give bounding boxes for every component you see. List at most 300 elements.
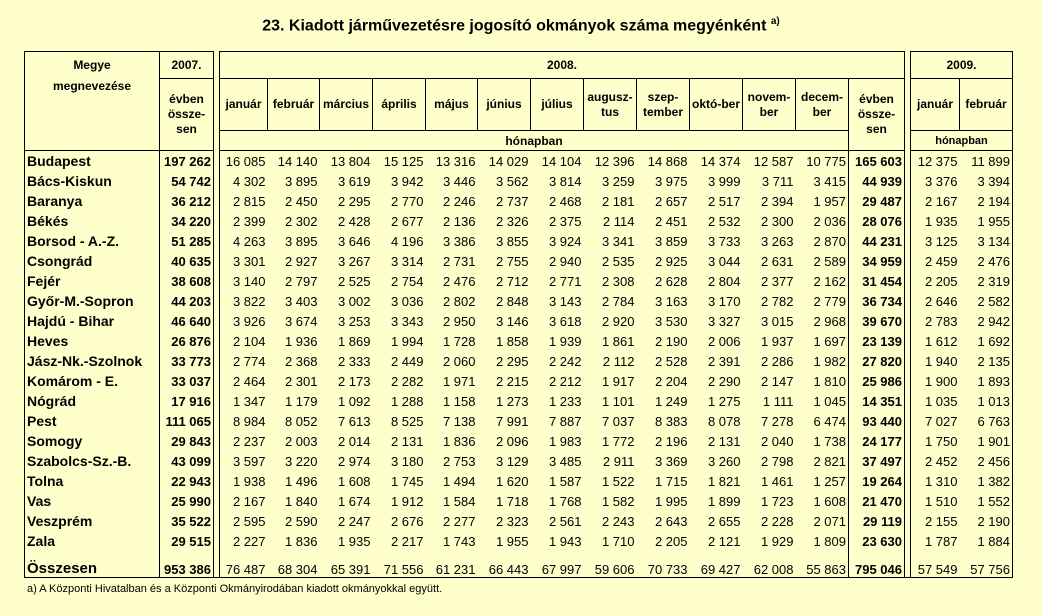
month-2008-cell: 2 237 [220,431,268,451]
annual-total-2007-header: évben össze-sen [160,79,214,151]
county-name-cell: Heves [25,331,160,351]
total-2007-cell: 51 285 [160,231,214,251]
month-2008-cell: 1 347 [220,391,268,411]
month-2008-cell: 2 528 [654,353,688,369]
month-2008-cell: 1 233 [548,393,582,409]
license-table [24,51,1013,578]
month-2009-cell: 2 194 [960,191,1013,211]
month-2009-cell: 2 205 [911,271,960,291]
county-name-cell: Borsod - A.-Z. [25,231,160,251]
total-2008-cell: 165 603 [849,151,905,172]
month-2008-cell: 2 655 [707,513,741,529]
month-2008-cell: 66 443 [478,551,531,578]
month-header: április [373,79,426,131]
month-2009-cell: 2 942 [960,311,1013,331]
total-2008-cell: 27 820 [849,351,905,371]
month-2008-cell: 2 804 [707,273,741,289]
month-2008-cell: 1 982 [813,353,846,369]
month-2008-cell: 16 085 [220,151,268,172]
month-2008-cell: 3 619 [337,173,371,189]
month-2008-cell: 3 044 [707,253,741,269]
month-2008-cell: 1 929 [760,533,794,549]
month-2008-cell: 2 190 [654,333,688,349]
month-2008-cell: 1 674 [337,493,371,509]
table-title [0,16,1042,35]
month-2008-cell: 3 733 [707,233,741,249]
county-name-cell: Szabolcs-Sz.-B. [25,451,160,471]
month-2008-cell: 8 078 [707,413,741,429]
month-2008-cell: 3 163 [654,293,688,309]
month-2009-cell: 2 167 [911,191,960,211]
month-2008-cell: 3 143 [548,293,582,309]
total-2007-cell: 29 515 [160,531,214,551]
month-2008-cell: 2 114 [602,213,635,229]
month-2008-cell: 68 304 [268,551,320,578]
month-2008-cell: 2 036 [813,213,846,229]
total-2008-cell: 21 470 [849,491,905,511]
month-2008-cell: 2 247 [337,513,371,529]
month-2009-cell: 1 787 [911,531,960,551]
month-2008-cell: 2 628 [654,273,688,289]
table-row [25,231,1013,251]
month-2008-cell: 2 167 [220,491,268,511]
month-2008-cell: 7 278 [760,413,794,429]
total-2008-cell: 44 939 [849,171,905,191]
month-2008-cell: 3 259 [601,173,635,189]
month-2008-cell: 3 485 [548,453,582,469]
month-2008-cell: 2 927 [284,253,318,269]
total-2007-cell: 35 522 [160,511,214,531]
month-2008-cell: 1 697 [813,333,846,349]
month-header: június [478,79,531,131]
month-2008-cell: 2 950 [442,313,476,329]
month-2008-cell: 1 745 [390,473,424,489]
month-2009-cell: 2 582 [960,291,1013,311]
month-2008-cell: 1 092 [337,393,371,409]
total-2008-cell: 29 119 [849,511,905,531]
month-header: július [531,79,584,131]
month-2008-cell: 1 936 [284,333,318,349]
county-name-cell: Csongrád [25,251,160,271]
total-2008-cell: 39 670 [849,311,905,331]
month-2008-cell: 1 938 [220,471,268,491]
month-2008-cell: 3 618 [548,313,582,329]
month-2008-cell: 3 263 [760,233,794,249]
month-2008-cell: 1 494 [442,473,476,489]
month-2008-cell: 1 995 [654,493,688,509]
month-2009-cell: 1 310 [911,471,960,491]
month-2008-cell: 2 212 [548,373,582,389]
month-2009-cell: 2 459 [911,251,960,271]
total-2007-cell: 22 943 [160,471,214,491]
month-2008-cell: 7 613 [337,413,371,429]
total-2007-cell: 46 640 [160,311,214,331]
month-2008-cell: 3 814 [548,173,582,189]
month-2008-cell: 3 926 [220,311,268,331]
month-2008-cell: 2 205 [654,533,688,549]
month-2008-cell: 2 399 [220,211,268,231]
month-2009-cell: 2 319 [960,271,1013,291]
month-2008-cell: 3 170 [707,293,741,309]
total-2008-cell: 44 231 [849,231,905,251]
month-header: március [320,79,373,131]
month-2008-cell: 1 620 [495,473,529,489]
month-2008-cell: 2 821 [813,453,846,469]
total-2007-cell: 54 742 [160,171,214,191]
month-2009-cell: 2 452 [911,451,960,471]
month-2008-cell: 70 733 [637,551,690,578]
total-2007-cell: 26 876 [160,331,214,351]
month-2008-cell: 14 029 [488,153,529,169]
total-2008-cell: 25 986 [849,371,905,391]
county-name-cell: Vas [25,491,160,511]
month-2008-cell: 2 181 [601,193,635,209]
month-2008-cell: 3 253 [337,313,371,329]
month-2008-cell: 3 301 [220,251,268,271]
month-2008-cell: 2 848 [495,293,529,309]
table-row [25,451,1013,471]
month-2008-cell: 2 731 [442,253,476,269]
month-2008-cell: 2 173 [337,373,371,389]
month-2008-cell: 15 125 [383,153,424,169]
month-2008-cell: 1 821 [707,473,741,489]
month-2008-cell: 2 326 [495,213,529,229]
month-2009-cell: 2 646 [911,291,960,311]
month-2008-cell: 1 836 [442,433,476,449]
month-2008-cell: 2 643 [654,513,688,529]
month-2008-cell: 3 343 [390,313,424,329]
table-row [25,351,1013,371]
month-2008-cell: 2 162 [813,273,846,289]
month-2008-cell: 3 855 [495,233,529,249]
month-2008-cell: 2 595 [220,511,268,531]
month-2008-cell: 2 468 [548,193,582,209]
month-2009-cell: 57 756 [960,551,1013,578]
month-2008-cell: 2 246 [442,193,476,209]
table-row [25,491,1013,511]
month-2008-cell: 2 464 [220,371,268,391]
county-name-cell: Zala [25,531,160,551]
month-2008-cell: 2 375 [548,213,582,229]
month-2008-cell: 3 859 [654,233,688,249]
month-header: szep-tember [637,79,690,131]
total-2007-cell: 29 843 [160,431,214,451]
month-2008-cell: 1 273 [495,393,529,409]
month-2008-cell: 3 002 [337,293,371,309]
month-2008-cell: 3 674 [284,313,318,329]
month-2008-cell: 2 784 [601,293,635,309]
month-2008-cell: 2 323 [495,513,529,529]
month-2008-cell: 7 138 [442,413,476,429]
month-2008-cell: 3 341 [601,233,635,249]
total-2007-cell: 36 212 [160,191,214,211]
month-2008-cell: 2 449 [390,353,424,369]
month-2008-cell: 2 532 [707,213,741,229]
table-row [25,151,1013,172]
total-2008-cell: 19 264 [849,471,905,491]
month-2008-cell: 10 775 [806,153,846,169]
table-row [25,331,1013,351]
month-2008-cell: 1 738 [813,433,846,449]
table-row [25,531,1013,551]
month-2008-cell: 2 920 [601,313,635,329]
month-2008-cell: 2 040 [760,433,794,449]
month-header: január [220,79,268,131]
month-2008-cell: 1 288 [390,393,424,409]
month-2008-cell: 2 755 [495,253,529,269]
month-2009-cell: 1 900 [911,371,960,391]
total-2008-cell: 28 076 [849,211,905,231]
table-row [25,271,1013,291]
month-2008-cell: 1 810 [813,373,846,389]
month-2008-cell: 1 101 [601,393,635,409]
month-2008-cell: 1 158 [442,393,476,409]
month-2008-cell: 2 525 [337,273,371,289]
month-2008-cell: 1 718 [495,493,529,509]
month-2008-cell: 3 369 [654,453,688,469]
month-header: február [268,79,320,131]
month-2008-cell: 8 052 [284,413,318,429]
month-2008-cell: 1 983 [548,433,582,449]
month-2009-cell: 11 899 [960,151,1013,172]
month-2008-cell: 1 728 [442,333,476,349]
month-header: októ-ber [690,79,743,131]
month-header: január [911,79,960,131]
month-2008-cell: 1 917 [601,373,635,389]
table-row [25,371,1013,391]
month-2008-cell: 2 870 [813,233,846,249]
month-2008-cell: 1 869 [337,333,371,349]
month-2009-cell: 1 955 [960,211,1013,231]
month-2008-cell: 67 997 [531,551,584,578]
month-2009-cell: 2 155 [911,511,960,531]
month-2008-cell: 1 994 [390,333,424,349]
month-2008-cell: 2 771 [548,273,582,289]
month-2009-cell: 2 476 [960,251,1013,271]
total-2007-cell: 197 262 [160,151,214,172]
month-2009-cell: 57 549 [911,551,960,578]
county-name-cell: Veszprém [25,511,160,531]
total-2007-cell: 40 635 [160,251,214,271]
month-2009-cell: 1 013 [960,391,1013,411]
month-2008-cell: 2 754 [390,273,424,289]
month-2008-cell: 2 071 [813,513,846,529]
month-2008-cell: 2 676 [390,513,424,529]
month-2008-cell: 2 131 [390,433,424,449]
month-header: decem-ber [796,79,849,131]
county-name-cell: Tolna [25,471,160,491]
month-header: augusz-tus [584,79,637,131]
month-2008-cell: 2 096 [495,433,529,449]
month-2008-cell: 1 249 [654,393,688,409]
month-header: novem-ber [743,79,796,131]
month-2008-cell: 2 290 [707,373,741,389]
month-2008-cell: 2 006 [707,333,741,349]
month-2008-cell: 55 863 [796,551,849,578]
month-2008-cell: 12 587 [753,153,794,169]
month-2008-cell: 2 657 [654,193,688,209]
annual-total-2008-header: évben össze-sen [849,79,905,151]
county-header-line2: megnevezése [52,79,132,93]
month-2008-cell: 71 556 [373,551,426,578]
county-name-cell: Összesen [25,551,160,578]
month-2008-cell: 1 971 [442,373,476,389]
month-2008-cell: 3 220 [284,453,318,469]
month-2008-cell: 2 295 [337,193,371,209]
county-name-cell: Jász-Nk.-Szolnok [25,351,160,371]
month-2008-cell: 1 836 [284,533,318,549]
month-2008-cell: 3 140 [220,271,268,291]
month-2008-cell: 2 391 [707,353,741,369]
table-row [25,171,1013,191]
month-2008-cell: 3 146 [495,313,529,329]
month-2008-cell: 1 743 [442,533,476,549]
total-2007-cell: 38 608 [160,271,214,291]
month-2008-cell: 2 450 [284,193,318,209]
month-header: február [960,79,1013,131]
month-2009-cell: 2 456 [960,451,1013,471]
month-2008-cell: 1 937 [760,333,794,349]
month-2009-cell: 1 692 [960,331,1013,351]
month-2008-cell: 3 327 [707,313,741,329]
month-2008-cell: 1 257 [813,473,846,489]
month-2009-cell: 1 884 [960,531,1013,551]
month-2008-cell: 1 912 [390,493,424,509]
month-2008-cell: 1 957 [813,193,846,209]
total-2007-cell: 43 099 [160,451,214,471]
month-2008-cell: 3 267 [337,253,371,269]
year-2007-header: 2007. [160,52,214,79]
month-2008-cell: 2 802 [442,293,476,309]
month-2008-cell: 2 517 [707,193,741,209]
month-2009-cell: 12 375 [911,151,960,172]
total-2008-cell: 14 351 [849,391,905,411]
month-2008-cell: 1 496 [284,473,318,489]
county-name-cell: Győr-M.-Sopron [25,291,160,311]
county-name-cell: Baranya [25,191,160,211]
month-2008-cell: 3 403 [284,293,318,309]
month-2008-cell: 3 386 [442,233,476,249]
month-2009-cell: 2 135 [960,351,1013,371]
month-2008-cell: 2 451 [654,213,688,229]
month-2008-cell: 14 104 [541,153,582,169]
month-2008-cell: 1 608 [813,493,846,509]
month-2008-cell: 2 242 [548,353,582,369]
title-footnote-marker: a) [770,16,780,27]
month-2008-cell: 4 263 [220,231,268,251]
month-2008-cell: 2 286 [760,353,794,369]
county-name-cell: Bács-Kiskun [25,171,160,191]
month-2008-cell: 3 562 [495,173,529,189]
table-row [25,471,1013,491]
county-header-line1: Megye [73,58,111,72]
monthly-label-2009: hónapban [911,131,1013,151]
month-2009-cell: 1 035 [911,391,960,411]
month-2008-cell: 2 631 [760,253,794,269]
month-2008-cell: 2 295 [495,353,529,369]
table-row [25,211,1013,231]
month-2008-cell: 69 427 [690,551,743,578]
total-2007-cell: 33 037 [160,371,214,391]
month-2008-cell: 6 474 [813,413,846,429]
month-2008-cell: 14 374 [700,153,741,169]
month-2008-cell: 3 646 [337,233,371,249]
month-2009-cell: 2 783 [911,311,960,331]
month-2008-cell: 3 036 [390,293,424,309]
month-2008-cell: 3 415 [813,173,846,189]
table-row [25,251,1013,271]
month-2009-cell: 1 935 [911,211,960,231]
month-2008-cell: 1 179 [284,393,318,409]
table-row [25,391,1013,411]
month-2008-cell: 2 333 [337,353,371,369]
month-2008-cell: 7 991 [495,413,529,429]
month-2008-cell: 2 060 [442,353,476,369]
month-2008-cell: 3 711 [761,173,794,189]
total-2007-cell: 111 065 [160,411,214,431]
total-2008-cell: 29 487 [849,191,905,211]
month-2008-cell: 2 815 [220,191,268,211]
month-2008-cell: 7 887 [548,413,582,429]
month-2008-cell: 2 590 [284,513,318,529]
month-2008-cell: 1 045 [813,393,846,409]
total-2008-cell: 23 630 [849,531,905,551]
month-2008-cell: 3 180 [390,453,424,469]
total-2007-cell: 17 916 [160,391,214,411]
month-2008-cell: 3 260 [707,453,741,469]
month-2008-cell: 2 911 [602,453,635,469]
month-2008-cell: 2 302 [284,213,318,229]
month-2008-cell: 2 300 [760,213,794,229]
month-2008-cell: 3 942 [390,173,424,189]
month-2008-cell: 2 131 [707,433,741,449]
total-2007-cell: 44 203 [160,291,214,311]
month-2008-cell: 2 535 [601,253,635,269]
month-2008-cell: 2 428 [337,213,371,229]
month-2008-cell: 2 770 [390,193,424,209]
month-2008-cell: 3 597 [220,451,268,471]
year-2009-header: 2009. [911,52,1013,79]
month-2008-cell: 12 396 [594,153,635,169]
month-2008-cell: 2 282 [390,373,424,389]
month-2008-cell: 59 606 [584,551,637,578]
table-row [25,191,1013,211]
month-2008-cell: 2 737 [495,193,529,209]
month-2008-cell: 2 798 [760,453,794,469]
month-2008-cell: 2 940 [548,253,582,269]
month-2008-cell: 2 308 [601,273,635,289]
month-2008-cell: 1 935 [337,533,371,549]
total-2008-cell: 795 046 [849,551,905,578]
month-2008-cell: 3 975 [654,173,688,189]
month-2008-cell: 14 140 [277,153,318,169]
table-row [25,291,1013,311]
month-2008-cell: 1 768 [548,493,582,509]
county-name-cell: Nógrád [25,391,160,411]
month-2008-cell: 1 840 [284,493,318,509]
month-2008-cell: 2 196 [654,433,688,449]
county-name-cell: Hajdú - Bihar [25,311,160,331]
month-2008-cell: 4 302 [220,171,268,191]
month-2008-cell: 2 104 [220,331,268,351]
monthly-label-2008: hónapban [220,131,849,151]
month-2008-cell: 2 925 [654,253,688,269]
total-2008-cell: 31 454 [849,271,905,291]
month-2008-cell: 1 772 [601,433,635,449]
month-2008-cell: 1 955 [495,533,529,549]
month-2008-cell: 2 968 [813,313,846,329]
month-2008-cell: 2 974 [337,453,371,469]
